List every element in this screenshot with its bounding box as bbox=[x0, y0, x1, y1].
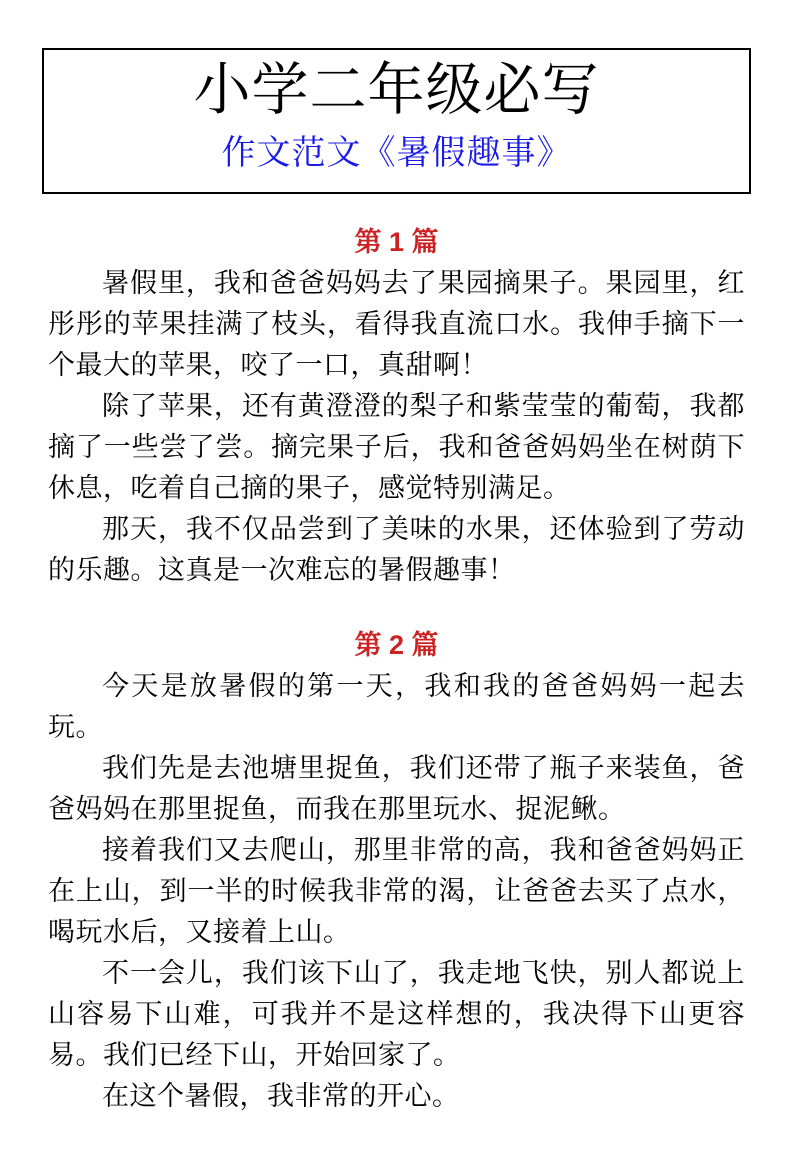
document-page bbox=[0, 48, 793, 1170]
section-1-heading: 第 1 篇 bbox=[354, 227, 439, 258]
title-box bbox=[42, 48, 751, 194]
document-subtitle: 作文范文《暑假趣事》 bbox=[221, 134, 572, 172]
essay-section-2 bbox=[48, 625, 745, 1117]
essay-section-1 bbox=[48, 222, 745, 591]
essay-content bbox=[0, 222, 793, 1117]
section-2-paragraph-2: 我们先是去池塘里捉鱼，我们还带了瓶子来装鱼，爸爸妈妈在那里捉鱼，而我在那里玩水、捉泥鳅。 bbox=[48, 753, 745, 825]
section-2-paragraph-3: 接着我们又去爬山，那里非常的高，我和爸爸妈妈正在上山，到一半的时候我非常的渴，让爸爸去买了点水，喝玩水后，又接着上山。 bbox=[48, 835, 745, 948]
section-2-paragraph-1: 今天是放暑假的第一天，我和我的爸爸妈妈一起去玩。 bbox=[48, 671, 745, 743]
section-2-paragraph-4: 不一会儿，我们该下山了，我走地飞快，别人都说上山容易下山难，可我并不是这样想的，我决得下山更容易。我们已经下山，开始回家了。 bbox=[48, 958, 745, 1071]
section-1-paragraph-3: 那天，我不仅品尝到了美味的水果，还体验到了劳动的乐趣。这真是一次难忘的暑假趣事！ bbox=[48, 514, 745, 586]
section-1-paragraph-2: 除了苹果，还有黄澄澄的梨子和紫莹莹的葡萄，我都摘了一些尝了尝。摘完果子后，我和爸爸妈妈坐在树荫下休息，吃着自己摘的果子，感觉特别满足。 bbox=[48, 391, 745, 504]
section-1-paragraph-1: 暑假里，我和爸爸妈妈去了果园摘果子。果园里，红彤彤的苹果挂满了枝头，看得我直流口水。我伸手摘下一个最大的苹果，咬了一口，真甜啊！ bbox=[48, 268, 745, 381]
section-2-heading: 第 2 篇 bbox=[354, 630, 439, 661]
document-title: 小学二年级必写 bbox=[193, 59, 600, 122]
section-2-paragraph-5: 在这个暑假，我非常的开心。 bbox=[102, 1081, 460, 1112]
